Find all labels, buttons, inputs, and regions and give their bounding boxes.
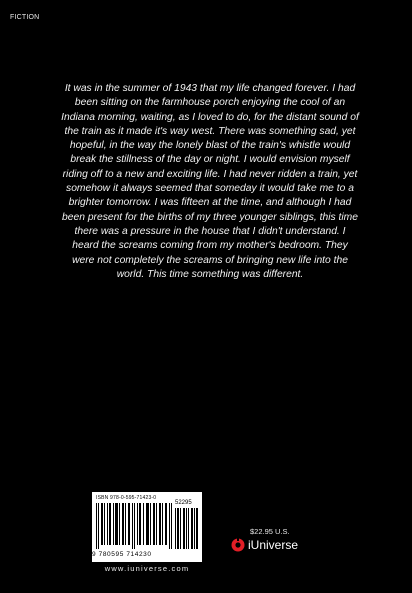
book-blurb: It was in the summer of 1943 that my life changed forever. I had been sitting on the farmhouse porch enjoying the cool of an Indiana morning, waiting, as I loved to do, for the distant sound of the train as it made it's way west. There was something sad, yet hopeful, in the way the lonely blast of the train's whistle would break the stillness of the day or night. I would envision myself riding off to a new and exciting life. I had never ridden a train, yet somehow it always seemed that someday it would take me to a brighter tomorrow. I was fifteen at the time, and although I had been present for the births of my three younger siblings, this time there was a pressure in the house that I didn't understand. I heard the screams coming from my mother's bedroom. They were not completely the screams of bringing new life into the world. This time something was different. — [61, 83, 359, 280]
genre-label: FICTION — [10, 14, 40, 21]
barcode-supplement-number: 52295 — [175, 500, 192, 506]
iuniverse-logo-icon — [231, 538, 245, 552]
website-url: www.iuniverse.com — [104, 564, 190, 573]
barcode-block — [92, 492, 202, 562]
barcode-number: 9 780595 714230 — [92, 551, 152, 558]
price-label: $22.95 U.S. — [250, 527, 290, 536]
barcode-bars — [96, 503, 174, 549]
isbn-text: ISBN 978-0-595-71423-0 — [96, 495, 157, 501]
publisher-name: iUniverse — [248, 538, 299, 552]
barcode-supplement-bars — [175, 508, 198, 549]
publisher-logo — [231, 538, 298, 552]
